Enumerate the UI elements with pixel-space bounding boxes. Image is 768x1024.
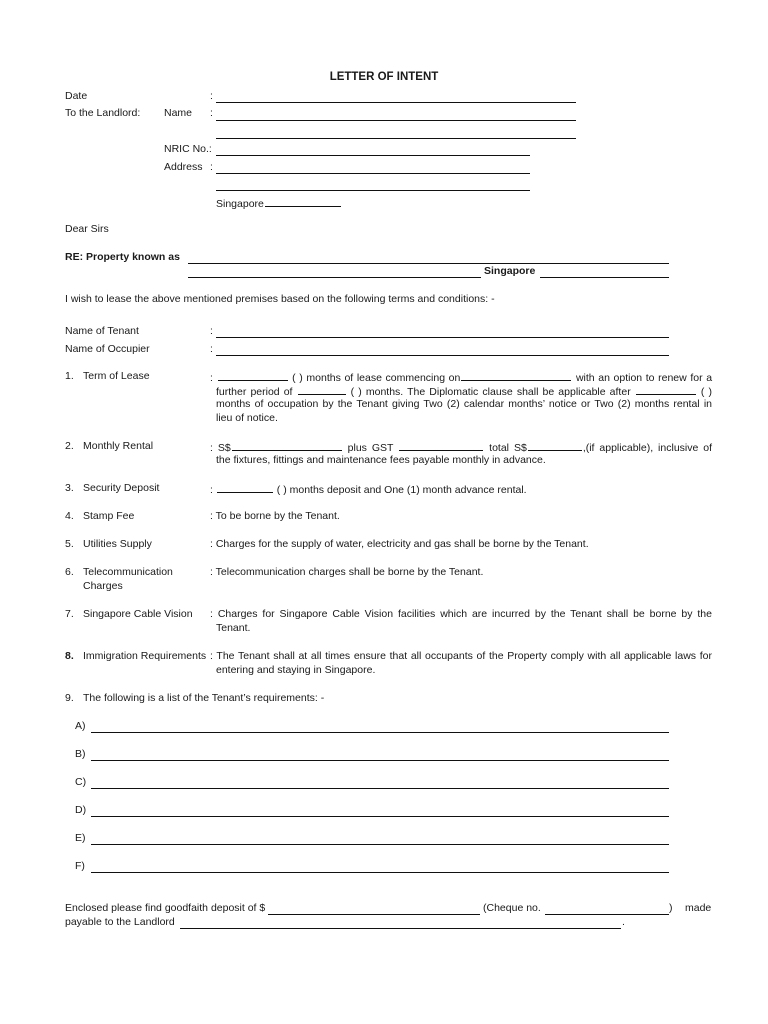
term-5-number: 5. [65, 538, 74, 550]
requirement-label-f: F) [75, 860, 85, 872]
tenant-label: Name of Tenant [65, 325, 139, 337]
term-1-paren-close: ) [708, 386, 712, 398]
term-5-label: Utilities Supply [83, 538, 152, 550]
deposit-amount-field[interactable] [268, 914, 480, 915]
payable-text: payable to the Landlord [65, 916, 175, 928]
cheque-label: (Cheque no. [483, 902, 541, 914]
term-4-text: : To be borne by the Tenant. [210, 510, 340, 522]
requirement-label-d: D) [75, 804, 87, 816]
diplomatic-months-field[interactable] [636, 384, 696, 395]
address-field[interactable] [216, 173, 530, 174]
term-6-number: 6. [65, 566, 74, 578]
term-8-text-2: entering and staying in Singapore. [216, 664, 376, 676]
salutation: Dear Sirs [65, 223, 109, 235]
occupier-label: Name of Occupier [65, 343, 150, 355]
term-1-line-1 [210, 370, 712, 385]
property-field[interactable] [188, 263, 669, 264]
address-label: Address [164, 161, 203, 173]
re-label: RE: Property known as [65, 251, 180, 263]
name-colon: : [210, 107, 213, 119]
deposit-text: Enclosed please find goodfaith deposit of $ [65, 902, 266, 914]
requirement-field-f[interactable] [91, 872, 669, 873]
cheque-paren-close: ) [669, 902, 673, 914]
term-1-text-diplomatic: ) months. The Diplomatic clause shall be applicable after [358, 386, 631, 398]
requirement-field-a[interactable] [91, 732, 669, 733]
term-3-number: 3. [65, 482, 74, 494]
singapore-text: Singapore [216, 198, 264, 210]
requirement-field-c[interactable] [91, 788, 669, 789]
term-1-paren-open-3: ( [700, 386, 705, 398]
occupier-colon: : [210, 343, 213, 355]
total-rental-field[interactable] [528, 440, 582, 451]
term-1-line-3: months of occupation by the Tenant giving Two (2) calendar months’ notice or Two (2) months rental in [216, 398, 712, 410]
term-2-text-gst: plus GST [347, 442, 394, 454]
term-9-number: 9. [65, 692, 74, 704]
term-9-heading: The following is a list of the Tenant’s requirements: - [83, 692, 325, 704]
date-colon: : [210, 90, 213, 102]
term-7-text-1: : Charges for Singapore Cable Vision facilities which are incurred by the Tenant shall be borne by the [210, 608, 712, 620]
property-postal-field[interactable] [540, 277, 669, 278]
nric-field[interactable] [216, 155, 530, 156]
term-4-label: Stamp Fee [83, 510, 135, 522]
requirement-label-e: E) [75, 832, 86, 844]
requirement-field-e[interactable] [91, 844, 669, 845]
term-8-number: 8. [65, 650, 74, 662]
term-2-currency: : S$ [210, 442, 231, 454]
re-singapore: Singapore [484, 265, 536, 277]
term-1-colon: : [210, 372, 213, 384]
term-2-number: 2. [65, 440, 74, 452]
requirement-label-b: B) [75, 748, 86, 760]
postal-code-field[interactable] [265, 196, 341, 207]
lease-months-words-field[interactable] [218, 370, 288, 381]
date-field[interactable] [216, 102, 576, 103]
address-singapore [216, 196, 342, 211]
requirement-field-b[interactable] [91, 760, 669, 761]
address-field-2[interactable] [216, 190, 530, 191]
term-7-label: Singapore Cable Vision [83, 608, 193, 620]
term-1-line-4: lieu of notice. [216, 412, 278, 424]
term-3-text: ) months deposit and One (1) month advance rental. [283, 484, 527, 496]
payable-period: . [622, 916, 625, 928]
term-1-text-commencing: ) months of lease commencing on [299, 372, 461, 384]
term-5-text: : Charges for the supply of water, electricity and gas shall be borne by the Tenant. [210, 538, 589, 550]
term-1-text-option: with an option to renew for a [575, 372, 713, 384]
term-2-line-1 [210, 440, 712, 455]
term-6-text: : Telecommunication charges shall be borne by the Tenant. [210, 566, 484, 578]
term-6-label: Telecommunication [83, 566, 173, 578]
tenant-colon: : [210, 325, 213, 337]
payable-field[interactable] [180, 928, 621, 929]
address-colon: : [210, 161, 213, 173]
term-1-label: Term of Lease [83, 370, 150, 382]
commencement-date-field[interactable] [461, 370, 571, 381]
requirement-label-a: A) [75, 720, 86, 732]
monthly-rental-field[interactable] [232, 440, 342, 451]
term-3-label: Security Deposit [83, 482, 160, 494]
page-title: LETTER OF INTENT [329, 71, 439, 83]
gst-amount-field[interactable] [399, 440, 483, 451]
requirement-label-c: C) [75, 776, 87, 788]
made-text: made [685, 902, 712, 914]
term-1-paren-open-2: ( [350, 386, 355, 398]
security-deposit-field[interactable] [217, 482, 273, 493]
landlord-name-field-2[interactable] [216, 138, 576, 139]
term-4-number: 4. [65, 510, 74, 522]
requirement-field-d[interactable] [91, 816, 669, 817]
nric-label: NRIC No.: [164, 143, 212, 155]
tenant-name-field[interactable] [216, 337, 669, 338]
intro-text: I wish to lease the above mentioned premises based on the following terms and conditions: - [65, 293, 495, 305]
term-2-line-2: the fixtures, fittings and maintenance fees payable monthly in advance. [216, 454, 546, 466]
landlord-label: To the Landlord: [65, 107, 141, 119]
term-8-label: Immigration Requirements [83, 650, 207, 662]
term-7-number: 7. [65, 608, 74, 620]
term-1-number: 1. [65, 370, 74, 382]
term-1-text-further: further period of [216, 386, 293, 398]
term-3-colon: : [210, 484, 213, 496]
term-2-label: Monthly Rental [83, 440, 154, 452]
term-1-line-2 [216, 384, 712, 399]
term-7-text-2: Tenant. [216, 622, 251, 634]
landlord-name-field[interactable] [216, 120, 576, 121]
term-1-paren-open: ( [292, 372, 296, 384]
term-6-label-2: Charges [83, 580, 123, 592]
property-field-2[interactable] [188, 277, 481, 278]
term-2-text-total: total S$ [489, 442, 527, 454]
term-8-text-1: : The Tenant shall at all times ensure that all occupants of the Property comply with all applicable laws for [210, 650, 712, 662]
term-2-text-inclusive: ,(if applicable), inclusive of [582, 442, 713, 454]
term-3-line-1 [210, 482, 527, 497]
date-label: Date [65, 90, 88, 102]
term-3-paren-open: ( [276, 484, 281, 496]
occupier-name-field[interactable] [216, 355, 669, 356]
name-label: Name [164, 107, 193, 119]
renewal-period-field[interactable] [298, 384, 346, 395]
cheque-number-field[interactable] [545, 914, 669, 915]
